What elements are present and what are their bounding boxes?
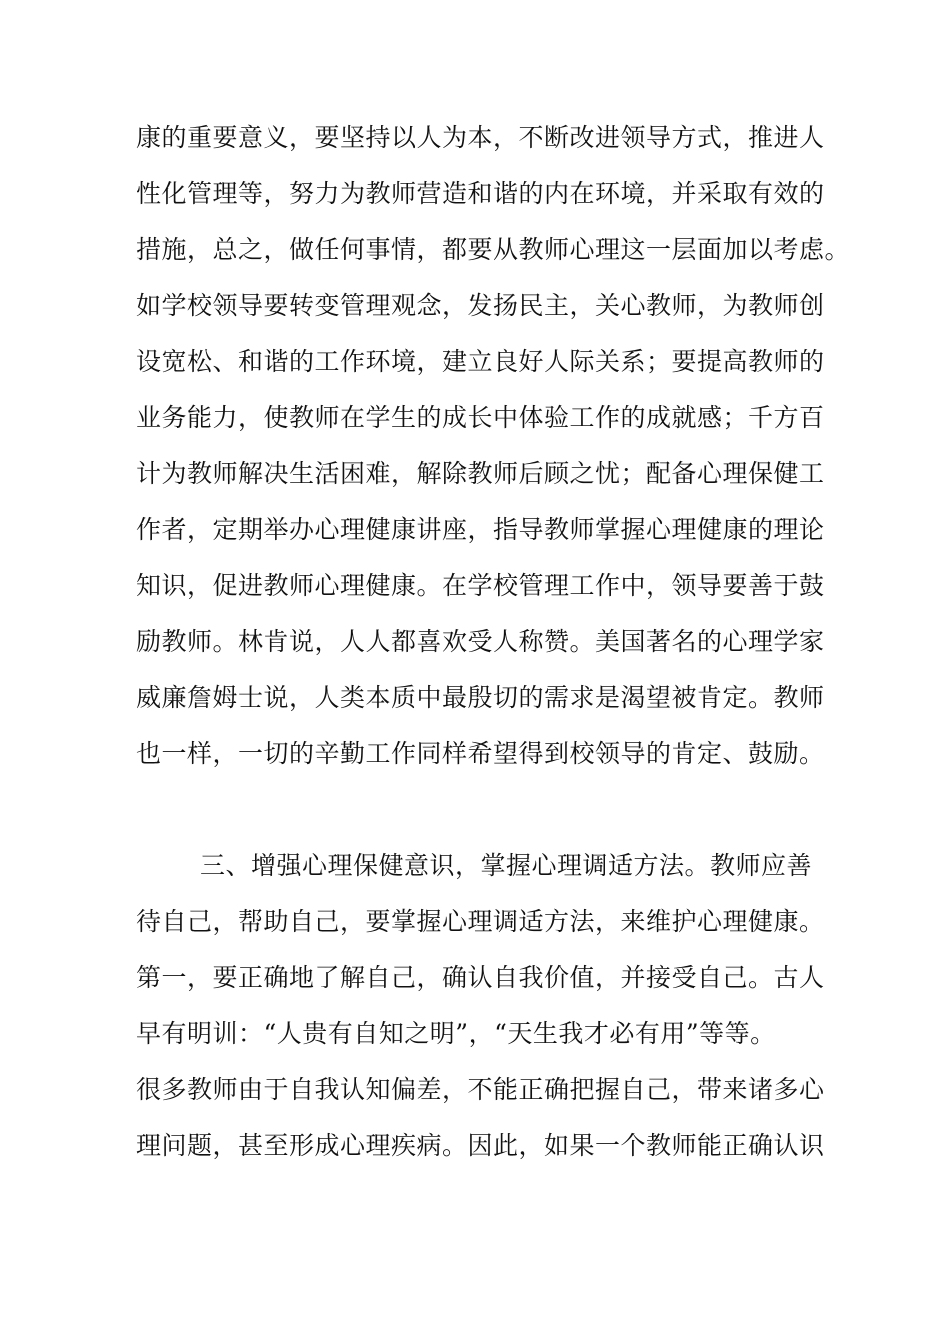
text-line: 康的重要意义，要坚持以人为本，不断改进领导方式，推进人 — [136, 123, 825, 152]
text-line: 知识，促进教师心理健康。在学校管理工作中，领导要善于鼓 — [136, 571, 825, 600]
text-line: 待自己，帮助自己，要掌握心理调适方法，来维护心理健康。 — [136, 907, 825, 936]
text-line: 设宽松、和谐的工作环境，建立良好人际关系；要提高教师的 — [136, 347, 825, 376]
text-line: 三、增强心理保健意识，掌握心理调适方法。教师应善 — [200, 851, 813, 880]
text-line: 理问题，甚至形成心理疾病。因此，如果一个教师能正确认识 — [136, 1131, 825, 1160]
text-line: 励教师。林肯说，人人都喜欢受人称赞。美国著名的心理学家 — [136, 627, 825, 656]
text-line: 也一样，一切的辛勤工作同样希望得到校领导的肯定、鼓励。 — [136, 739, 825, 768]
text-line: 如学校领导要转变管理观念，发扬民主，关心教师，为教师创 — [136, 291, 825, 320]
text-line: 早有明训：“人贵有自知之明”，“天生我才必有用”等等。 — [136, 1019, 776, 1048]
text-line: 计为教师解决生活困难，解除教师后顾之忧；配备心理保健工 — [136, 459, 825, 488]
text-line: 第一，要正确地了解自己，确认自我价值，并接受自己。古人 — [136, 963, 825, 992]
text-line: 威廉詹姆士说，人类本质中最殷切的需求是渴望被肯定。教师 — [136, 683, 825, 712]
text-line: 措施，总之，做任何事情，都要从教师心理这一层面加以考虑。 — [136, 235, 851, 264]
text-line: 作者，定期举办心理健康讲座，指导教师掌握心理健康的理论 — [136, 515, 825, 544]
text-line: 业务能力，使教师在学生的成长中体验工作的成就感；千方百 — [136, 403, 825, 432]
text-line: 很多教师由于自我认知偏差，不能正确把握自己，带来诸多心 — [136, 1075, 825, 1104]
text-line: 性化管理等，努力为教师营造和谐的内在环境，并采取有效的 — [136, 179, 825, 208]
